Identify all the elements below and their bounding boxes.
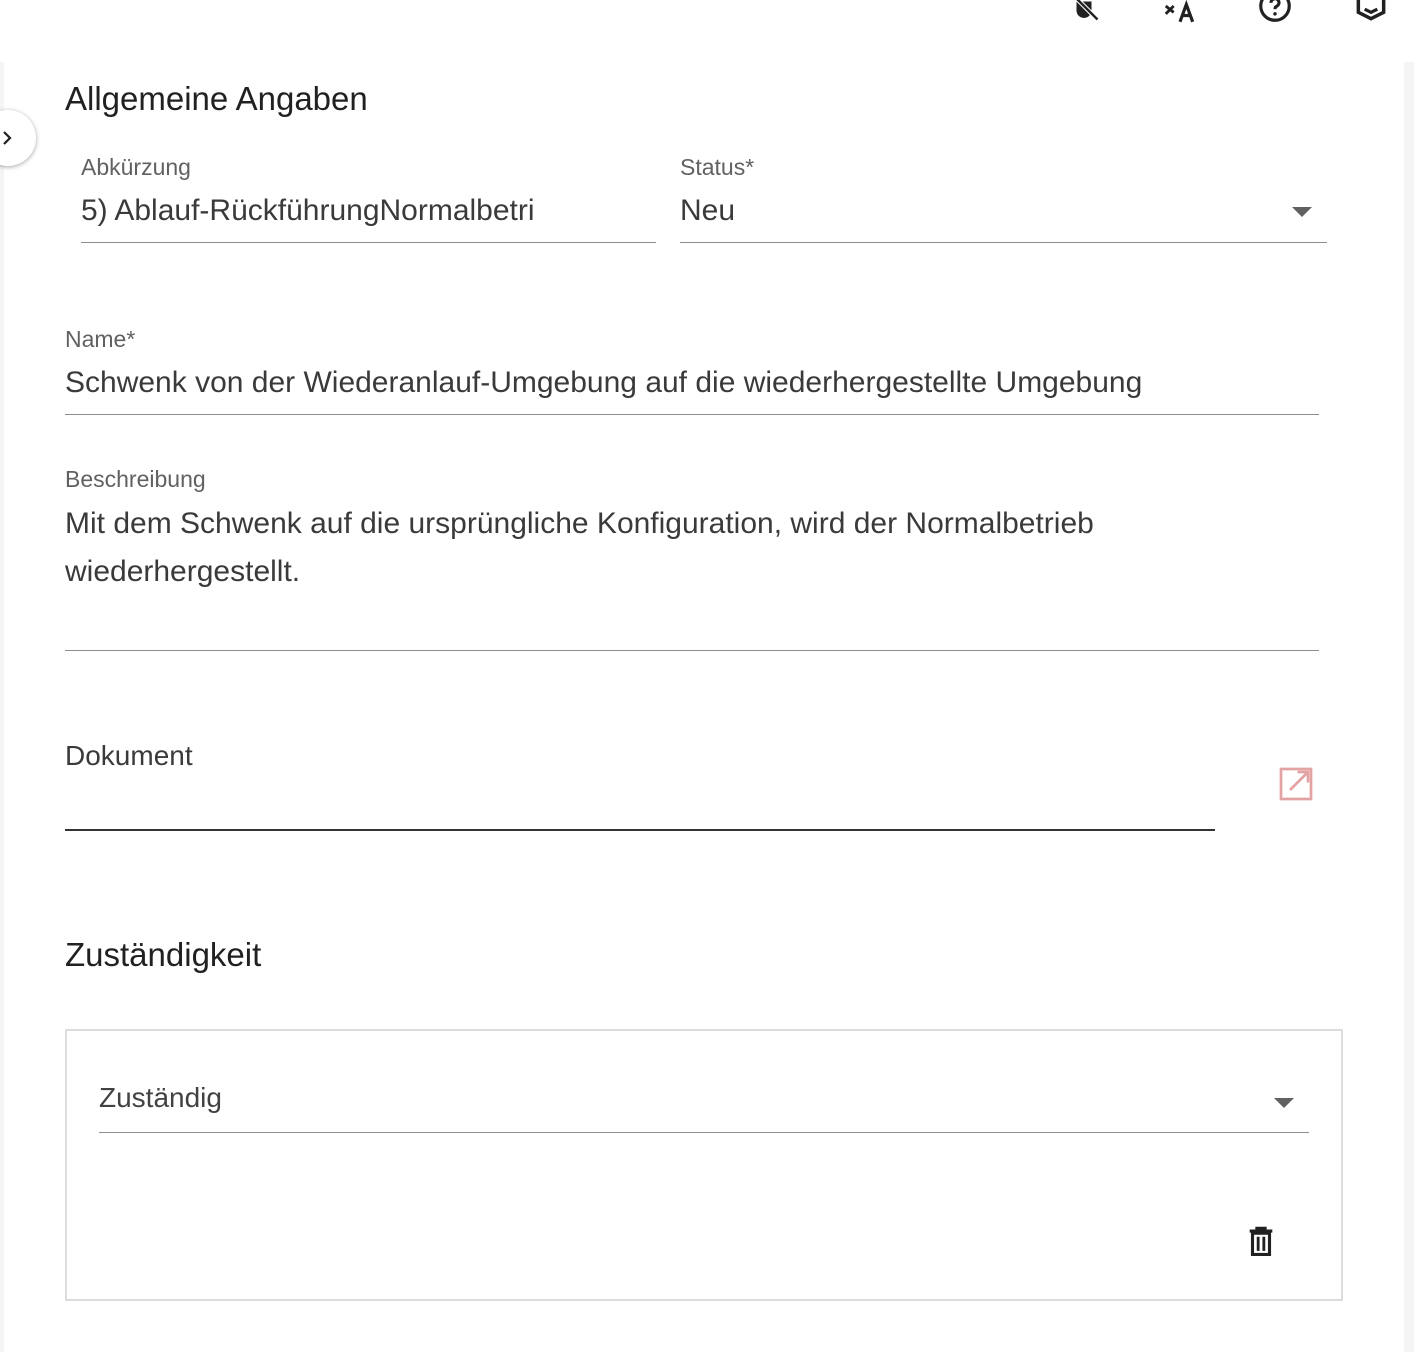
status-label: Status* bbox=[680, 154, 755, 180]
name-label: Name* bbox=[65, 326, 136, 352]
translate-icon[interactable] bbox=[1160, 0, 1200, 26]
help-icon[interactable] bbox=[1255, 0, 1295, 26]
description-textarea[interactable]: Mit dem Schwenk auf die ursprüngliche Konfiguration, wird der Normalbetrieb wiederhergestellt. bbox=[65, 507, 1094, 588]
abbreviation-label: Abkürzung bbox=[81, 154, 191, 180]
delete-icon[interactable] bbox=[1244, 1222, 1280, 1262]
responsible-dropdown-arrow-icon[interactable] bbox=[1274, 1098, 1294, 1108]
status-dropdown-arrow-icon[interactable] bbox=[1292, 207, 1312, 217]
responsibility-card bbox=[65, 1029, 1343, 1301]
status-select[interactable]: Neu bbox=[680, 194, 736, 227]
section-title-general: Allgemeine Angaben bbox=[65, 80, 368, 117]
description-label: Beschreibung bbox=[65, 466, 206, 492]
document-input[interactable]: Dokument bbox=[65, 740, 193, 771]
abbreviation-underline bbox=[81, 242, 656, 243]
section-title-responsibility: Zuständigkeit bbox=[65, 936, 262, 973]
status-underline bbox=[680, 242, 1327, 243]
top-toolbar bbox=[0, 0, 1414, 62]
responsible-underline bbox=[99, 1132, 1309, 1133]
name-input[interactable]: Schwenk von der Wiederanlauf-Umgebung auf die wiederhergestellte Umgebung bbox=[65, 366, 1143, 399]
abbreviation-input[interactable]: 5) Ablauf-RückführungNormalbetri bbox=[81, 194, 535, 227]
open-link-icon[interactable] bbox=[1278, 766, 1314, 802]
no-bug-icon[interactable] bbox=[1064, 0, 1104, 26]
chevron-right-icon bbox=[0, 129, 16, 147]
map-book-icon[interactable] bbox=[1351, 0, 1391, 26]
responsible-select[interactable]: Zuständig bbox=[99, 1082, 222, 1113]
description-underline bbox=[65, 650, 1319, 651]
name-underline bbox=[65, 414, 1319, 415]
document-underline bbox=[65, 829, 1215, 831]
